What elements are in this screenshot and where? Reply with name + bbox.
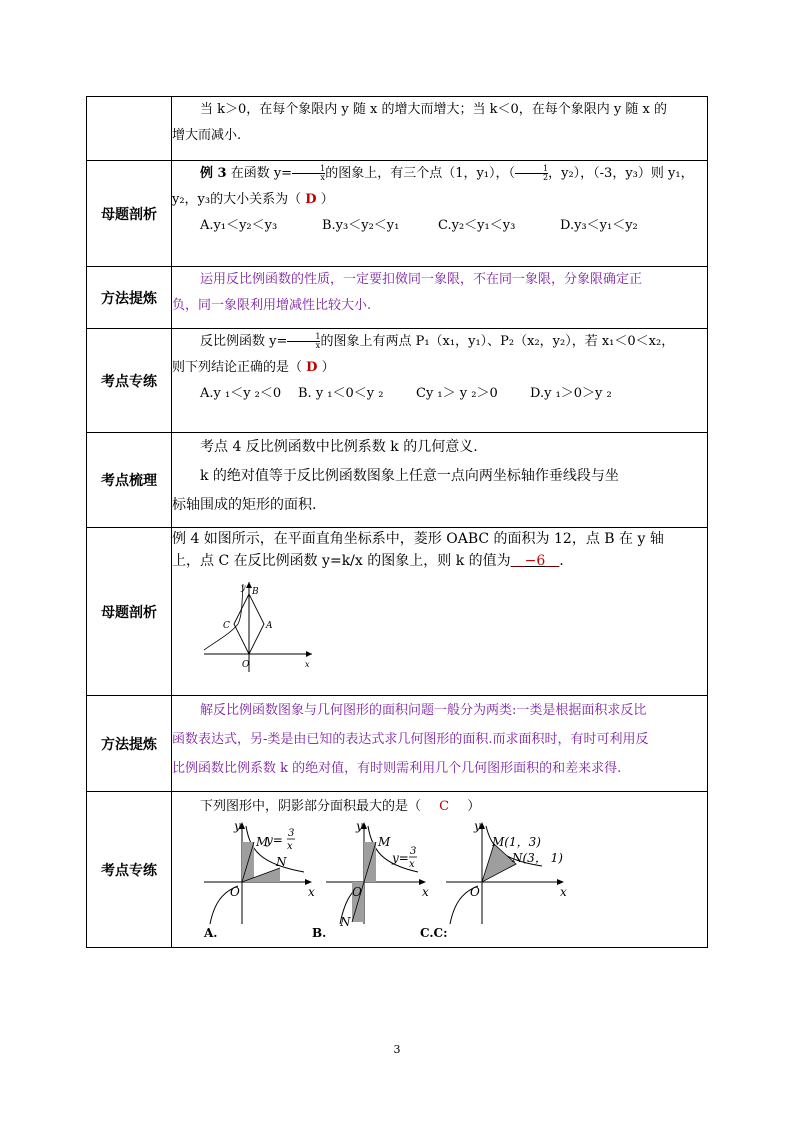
option: B. y ₁＜0＜y ₂ bbox=[298, 386, 384, 401]
row-content bbox=[172, 97, 708, 161]
table-row bbox=[87, 161, 708, 267]
option: C.y₂＜y₁＜y₃ bbox=[438, 218, 516, 233]
question-line: 反比例函数 y= $\frac{1}{x}$ 的图象上有两点 P₁（x₁，y₁）、P₂（x₂，y₂），若 x₁＜0＜x₂， bbox=[200, 332, 675, 350]
table-row bbox=[87, 97, 708, 161]
figure-caption: C.C: bbox=[420, 926, 448, 940]
point-label-c: C bbox=[223, 621, 230, 631]
point-label-n: N bbox=[340, 915, 351, 926]
lesson-table bbox=[86, 96, 708, 948]
point-label-m: M bbox=[378, 835, 391, 849]
origin-label: O bbox=[242, 660, 250, 670]
rhombus-figure bbox=[198, 578, 318, 674]
equation: y= bbox=[392, 851, 409, 865]
axis-label-y: y bbox=[356, 820, 363, 833]
row-content bbox=[172, 267, 708, 329]
figure-caption: A. bbox=[204, 926, 218, 940]
figures-row bbox=[172, 820, 707, 938]
axis-label-x: x bbox=[422, 885, 429, 899]
text-line: 负，同一象限利用增减性比较大小. bbox=[172, 298, 372, 313]
figure-caption: B. bbox=[312, 926, 327, 940]
table-row bbox=[87, 329, 708, 433]
table-row bbox=[87, 433, 708, 528]
equation: y= bbox=[266, 833, 283, 847]
equation-denominator: x bbox=[287, 841, 293, 852]
row-content bbox=[172, 792, 708, 948]
answer: C bbox=[439, 799, 450, 814]
row-content bbox=[172, 161, 708, 267]
origin-label: O bbox=[230, 885, 240, 899]
row-content bbox=[172, 528, 708, 696]
row-label: 考点梳理 bbox=[87, 433, 172, 528]
text-line: 上，点 C 在反比例函数 y=k/x 的图象上，则 k 的值为＿−6＿. bbox=[172, 553, 564, 569]
row-content bbox=[172, 696, 708, 792]
text-line: 当 k＞0，在每个象限内 y 随 x 的增大而增大；当 k＜0，在每个象限内 y 随 x 的 bbox=[200, 102, 667, 117]
option: B.y₃＜y₂＜y₁ bbox=[322, 218, 400, 233]
option: D.y ₁＞0＞y ₂ bbox=[530, 386, 612, 401]
point-label-n: N bbox=[276, 855, 287, 869]
row-label: 母题剖析 bbox=[87, 528, 172, 696]
equation-numerator: 3 bbox=[410, 846, 417, 857]
axis-label-x: x bbox=[308, 885, 315, 899]
text-line: 例 4 如图所示，在平面直角坐标系中，菱形 OABC 的面积为 12，点 B 在 y 轴 bbox=[172, 531, 664, 547]
text-line: 标轴围成的矩形的面积. bbox=[172, 497, 317, 513]
options bbox=[172, 213, 707, 239]
text-line: k 的绝对值等于反比例函数图象上任意一点向两坐标轴作垂线段与坐 bbox=[200, 468, 619, 484]
figure-b bbox=[312, 820, 430, 940]
point-label-m: M bbox=[256, 835, 269, 849]
question-line: 例 3 在函数 y= $\frac{1}{x}$ 的图象上，有三个点（1，y₁），（ $\frac{1}{2}$ ，y₂），（-3，y₃）则 y₁， bbox=[200, 164, 694, 182]
figure-c bbox=[420, 820, 572, 940]
point-label-b: B bbox=[252, 587, 259, 597]
example-number: 例 3 bbox=[200, 166, 227, 181]
row-label: 母题剖析 bbox=[87, 161, 172, 267]
option: A.y ₁＜y ₂＜0 bbox=[200, 386, 282, 401]
origin-label: O bbox=[470, 885, 480, 899]
option: A.y₁＜y₂＜y₃ bbox=[200, 218, 278, 233]
text-line: 解反比例函数图象与几何图形的面积问题一般分为两类:一类是根据面积求反比 bbox=[200, 703, 647, 718]
question-line: 下列图形中，阴影部分面积最大的是（ C ） bbox=[200, 799, 481, 814]
option: Cy ₁＞ y ₂＞0 bbox=[416, 386, 498, 401]
point-label-m: M(1，3) bbox=[492, 835, 541, 849]
axis-label-y: y bbox=[241, 583, 246, 592]
table-row bbox=[87, 267, 708, 329]
table-row bbox=[87, 792, 708, 948]
option: D.y₃＜y₁＜y₂ bbox=[560, 218, 638, 233]
row-label bbox=[87, 97, 172, 161]
axis-label-x: x bbox=[305, 660, 310, 669]
figure-a bbox=[204, 820, 316, 940]
question-line: y₂，y₃的大小关系为（ D ） bbox=[172, 192, 334, 207]
point-label-n: N(3， 1) bbox=[512, 851, 563, 865]
row-label: 方法提炼 bbox=[87, 267, 172, 329]
answer: D bbox=[305, 192, 317, 207]
row-label: 方法提炼 bbox=[87, 696, 172, 792]
row-label: 考点专练 bbox=[87, 329, 172, 433]
fraction: $\frac{1}{x}$ bbox=[287, 333, 320, 350]
point-label-a: A bbox=[266, 621, 273, 631]
row-content bbox=[172, 433, 708, 528]
page-number: 3 bbox=[393, 1043, 401, 1056]
row-content bbox=[172, 329, 708, 433]
text-line: 比例函数比例系数 k 的绝对值，有时则需利用几个几何图形面积的和差来求得. bbox=[172, 761, 622, 776]
answer-blank: ＿−6＿ bbox=[510, 553, 560, 569]
table-row bbox=[87, 528, 708, 696]
options bbox=[172, 381, 707, 407]
fraction: $\frac{1}{x}$ bbox=[292, 165, 325, 182]
axis-label-x: x bbox=[560, 885, 567, 899]
answer: D bbox=[306, 360, 318, 375]
text-line: 运用反比例函数的性质，一定要扣傚同一象限，不在同一象限，分象限确定正 bbox=[200, 272, 643, 287]
equation-numerator: 3 bbox=[288, 828, 295, 839]
table-row bbox=[87, 696, 708, 792]
text-line: 增大而减小. bbox=[172, 128, 242, 143]
row-label: 考点专练 bbox=[87, 792, 172, 948]
origin-label: O bbox=[352, 885, 362, 899]
fraction: $\frac{1}{2}$ bbox=[515, 165, 548, 182]
axis-label-y: y bbox=[234, 820, 241, 833]
text-line: 函数表达式，另-类是由已知的表达式求几何图形的面积.而求面积时，有时可利用反 bbox=[172, 732, 649, 747]
text-line: 考点 4 反比例函数中比例系数 k 的几何意义. bbox=[200, 439, 478, 455]
equation-denominator: x bbox=[409, 859, 415, 870]
axis-label-y: y bbox=[474, 820, 481, 833]
question-line: 则下列结论正确的是（ D ） bbox=[172, 360, 335, 375]
